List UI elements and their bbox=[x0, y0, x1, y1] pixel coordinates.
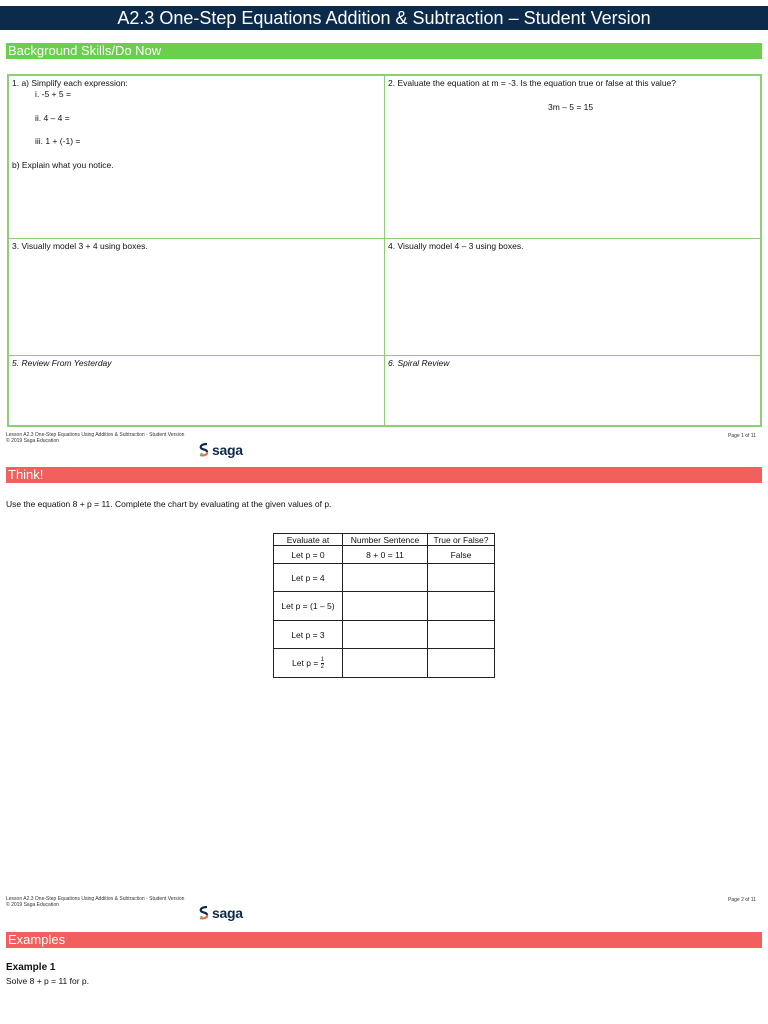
saga-logo bbox=[199, 905, 243, 921]
row-evaluate: Let p = (1 – 5) bbox=[274, 592, 343, 621]
header-sentence: Number Sentence bbox=[343, 534, 428, 546]
footer-1 bbox=[6, 432, 184, 444]
saga-logo-text: saga bbox=[212, 442, 243, 458]
saga-logo-icon bbox=[199, 906, 209, 920]
table-row bbox=[274, 649, 495, 678]
cell-q4 bbox=[384, 238, 761, 356]
q3-text: 3. Visually model 3 + 4 using boxes. bbox=[12, 241, 148, 251]
section-header-background: Background Skills/Do Now bbox=[6, 43, 762, 59]
cell-q5 bbox=[8, 355, 385, 426]
q1-b: b) Explain what you notice. bbox=[12, 160, 114, 170]
row-evaluate: Let p = 3 bbox=[274, 621, 343, 649]
header-result: True or False? bbox=[428, 534, 495, 546]
table-row bbox=[274, 621, 495, 649]
header-evaluate: Evaluate at bbox=[274, 534, 343, 546]
table-row bbox=[274, 546, 495, 564]
footer-lesson-text: Lesson A2.3 One-Step Equations Using Addition & Subtraction - Student Version bbox=[6, 432, 185, 438]
row-result[interactable] bbox=[428, 592, 495, 621]
think-instruction: Use the equation 8 + p = 11. Complete the chart by evaluating at the given values of p. bbox=[6, 499, 332, 509]
fraction-denominator: 2 bbox=[320, 663, 324, 670]
do-now-grid bbox=[7, 74, 762, 427]
saga-logo-text: saga bbox=[212, 905, 243, 921]
cell-q1 bbox=[8, 75, 385, 239]
row-evaluate bbox=[274, 649, 343, 678]
table-row bbox=[274, 592, 495, 621]
example-1-text: Solve 8 + p = 11 for p. bbox=[6, 976, 90, 986]
evaluation-table bbox=[273, 533, 495, 678]
row-result[interactable] bbox=[428, 649, 495, 678]
table-row bbox=[274, 564, 495, 592]
row-sentence[interactable] bbox=[343, 592, 428, 621]
q2-heading: 2. Evaluate the equation at m = -3. Is the equation true or false at this value? bbox=[388, 78, 676, 88]
footer-page-number: Page 1 of 11 bbox=[728, 433, 756, 439]
q5-text: 5. Review From Yesterday bbox=[12, 358, 112, 368]
row-sentence[interactable] bbox=[343, 649, 428, 678]
footer-lesson-text: Lesson A2.3 One-Step Equations Using Addition & Subtraction - Student Version bbox=[6, 896, 185, 902]
q1-iii: iii. 1 + (-1) = bbox=[35, 136, 81, 146]
row-sentence[interactable] bbox=[343, 621, 428, 649]
row-result[interactable] bbox=[428, 564, 495, 592]
footer-copyright: © 2019 Saga Education bbox=[6, 902, 59, 908]
footer-2 bbox=[6, 896, 184, 908]
q6-text: 6. Spiral Review bbox=[388, 358, 450, 368]
q2-equation: 3m – 5 = 15 bbox=[548, 102, 594, 112]
row-sentence[interactable]: 8 + 0 = 11 bbox=[343, 546, 428, 564]
example-1-title: Example 1 bbox=[6, 962, 56, 973]
footer-copyright: © 2019 Saga Education bbox=[6, 438, 59, 444]
cell-q2 bbox=[384, 75, 761, 239]
cell-q3 bbox=[8, 238, 385, 356]
q1-i: i. -5 + 5 = bbox=[35, 89, 71, 99]
row-sentence[interactable] bbox=[343, 564, 428, 592]
saga-logo-icon bbox=[199, 443, 209, 457]
section-header-examples: Examples bbox=[6, 932, 762, 948]
q1-ii: ii. 4 – 4 = bbox=[35, 113, 70, 123]
q1-heading: 1. a) Simplify each expression: bbox=[12, 78, 128, 88]
cell-q6 bbox=[384, 355, 761, 426]
page-title: A2.3 One-Step Equations Addition & Subtraction – Student Version bbox=[0, 6, 768, 30]
saga-logo bbox=[199, 442, 243, 458]
fraction-one-half bbox=[321, 657, 324, 670]
section-header-think: Think! bbox=[6, 467, 762, 483]
q4-text: 4. Visually model 4 – 3 using boxes. bbox=[388, 241, 524, 251]
row-result[interactable]: False bbox=[428, 546, 495, 564]
row-result[interactable] bbox=[428, 621, 495, 649]
footer-page-number: Page 2 of 11 bbox=[728, 897, 756, 903]
row-evaluate: Let p = 4 bbox=[274, 564, 343, 592]
fraction-numerator: 1 bbox=[320, 656, 324, 663]
table-header-row bbox=[274, 534, 495, 546]
row-evaluate-prefix: Let p = bbox=[292, 657, 319, 668]
row-evaluate: Let p = 0 bbox=[274, 546, 343, 564]
